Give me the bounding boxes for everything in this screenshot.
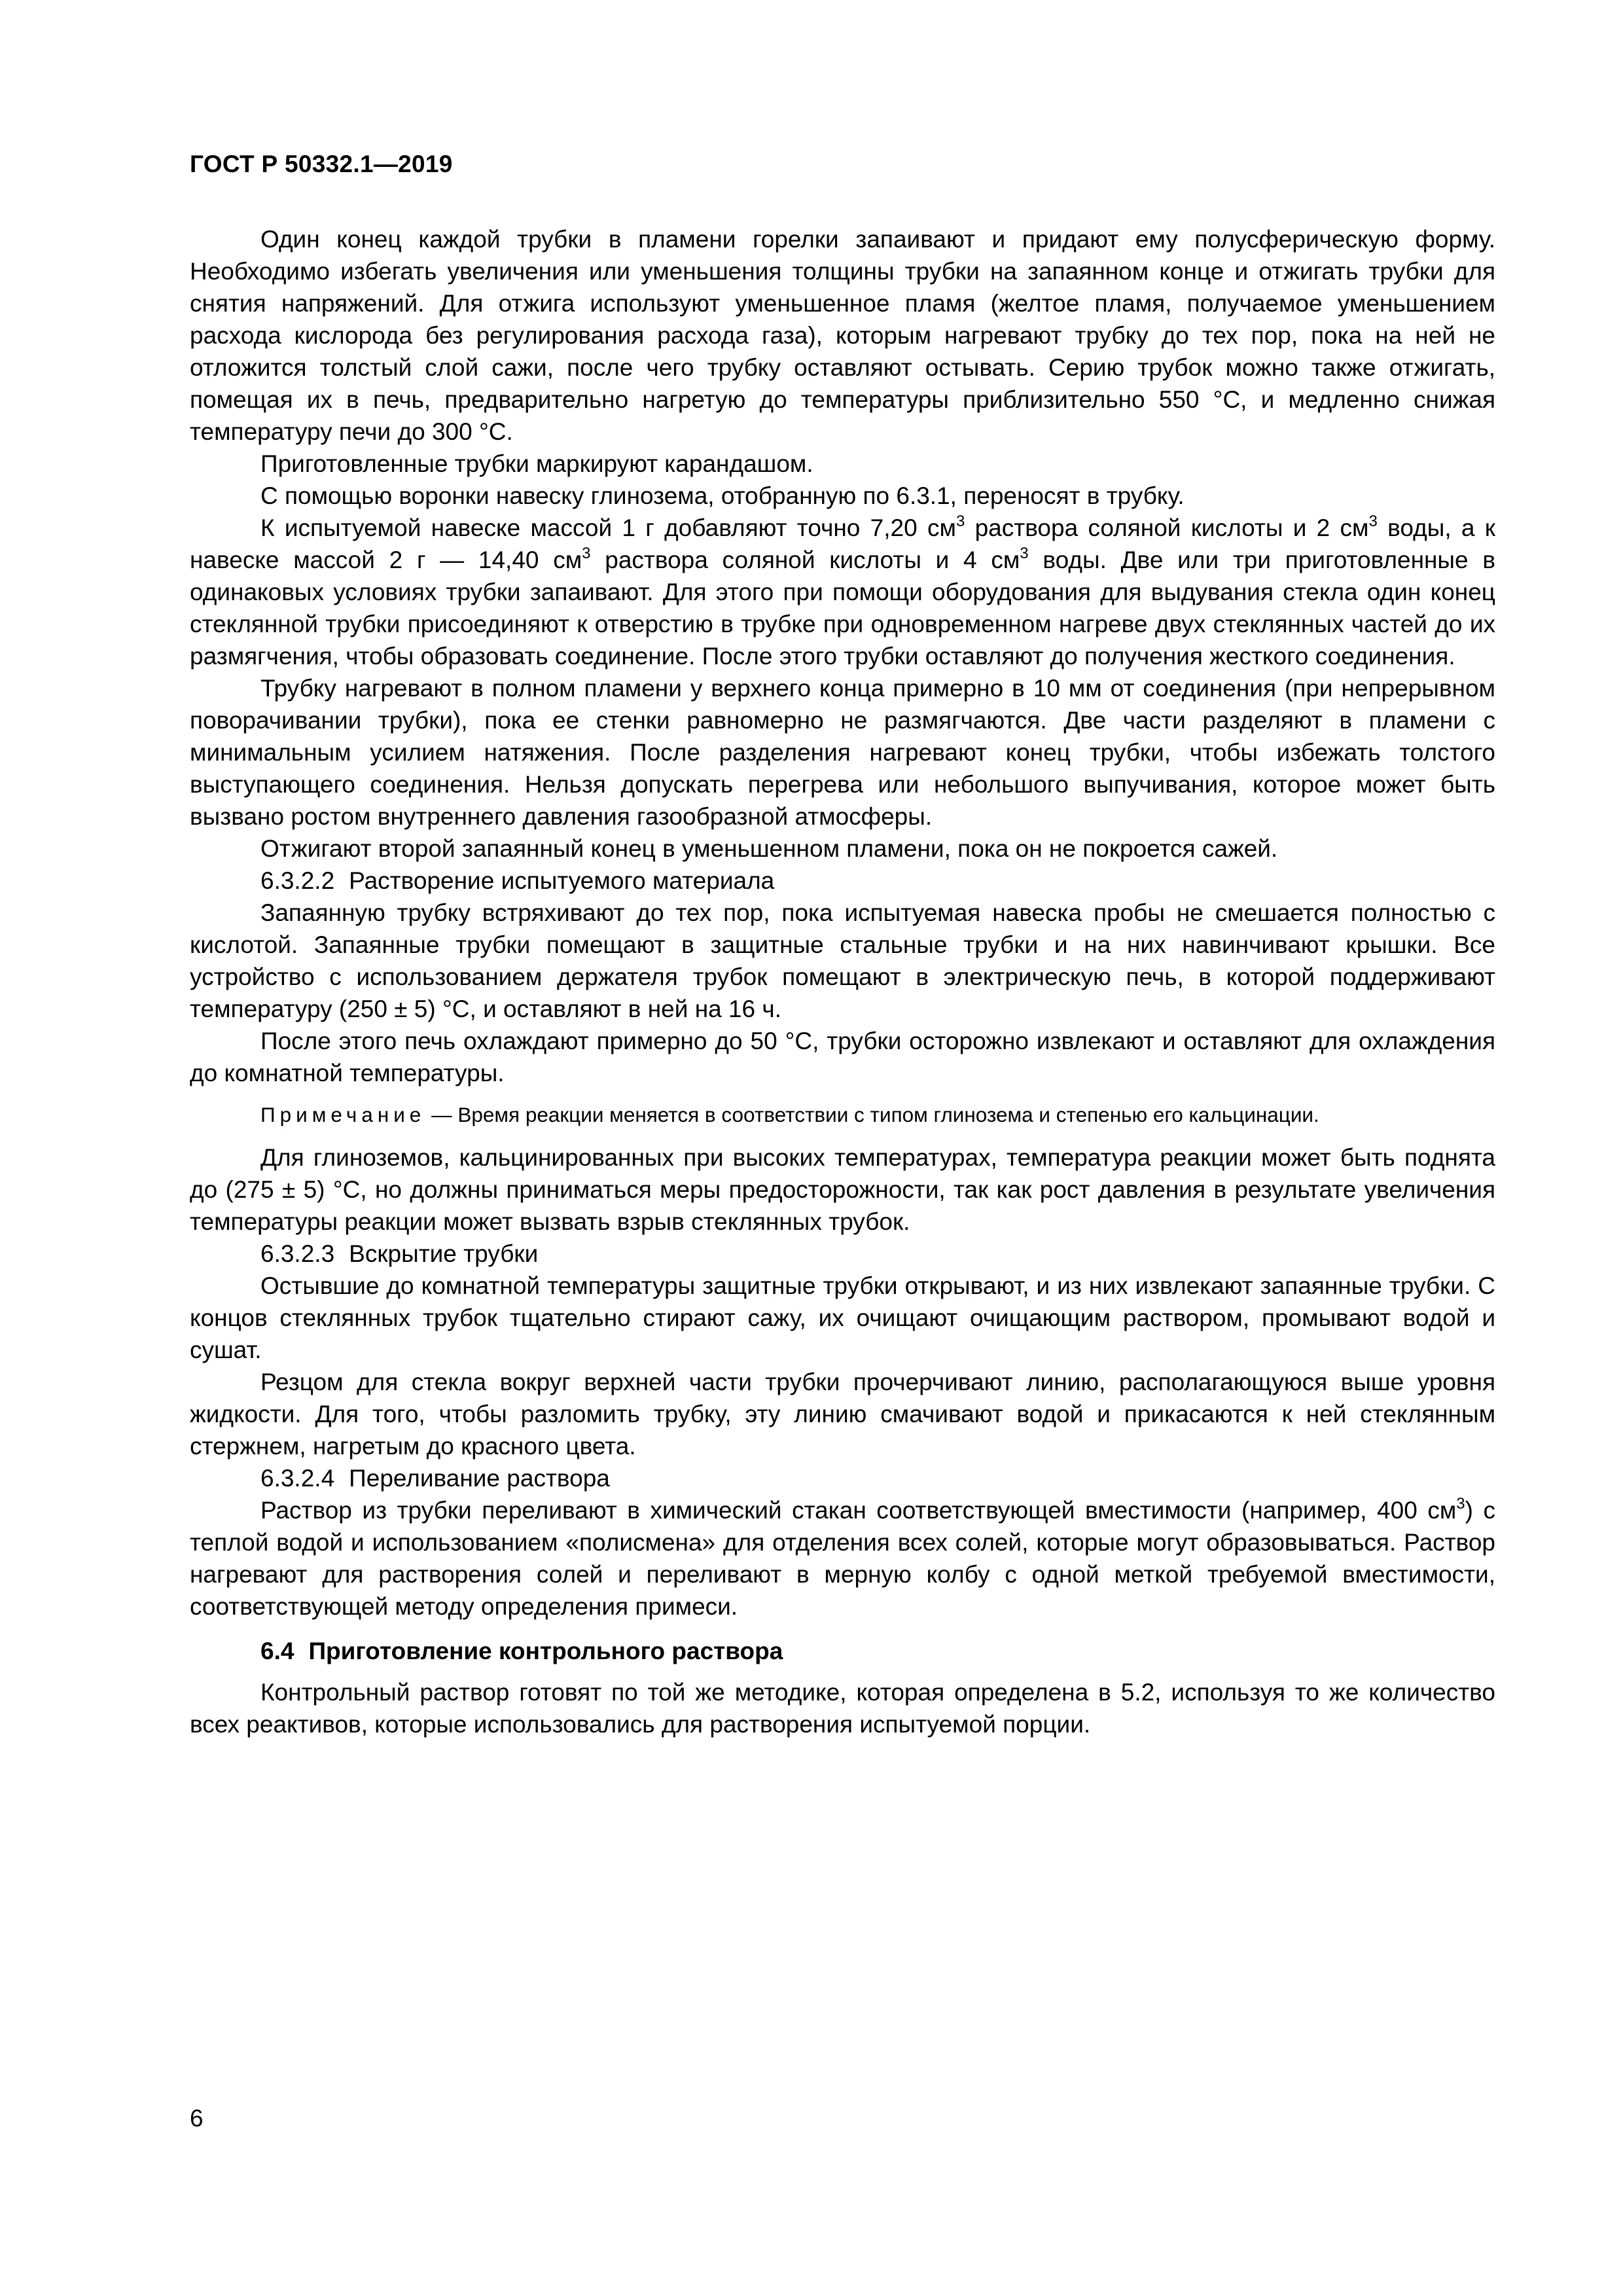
- subsection-number: 6.3.2.4: [260, 1465, 335, 1492]
- paragraph-shaking: Запаянную трубку встряхивают до тех пор, пока испытуемая навеска пробы не смешается полностью с кислотой. Запаянные трубки помещают в защитные стальные трубки и на них навинчивают крышки. Все устройство с использованием держателя трубок помещают в электрическую печь, в которой поддерживают температуру (250 ± 5) °С, и оставляют в ней на 16 ч.: [190, 899, 1495, 1022]
- section-heading-control-solution: [190, 1635, 1495, 1667]
- note: [190, 1100, 1495, 1129]
- superscript: 3: [1020, 545, 1029, 562]
- text-fragment: воды. Две или три приготовленные в одинаковых условиях трубки запаивают. Для этого при помощи оборудования для выдувания стекла один конец стеклянной трубки присоединяют к отверстию в трубке при одновременном нагреве двух стеклянных частей до их размягчения, чтобы образовать соединение. После этого трубки оставляют до получения жесткого соединения.: [190, 547, 1495, 670]
- paragraph-marking: Приготовленные трубки маркируют карандашом.: [260, 450, 813, 477]
- paragraph-second-end: Отжигают второй запаянный конец в уменьшенном пламени, пока он не покроется сажей.: [260, 835, 1278, 862]
- subsection-number: 6.3.2.2: [260, 867, 335, 894]
- text-fragment: К испытуемой навеске массой 1 г добавляют точно 7,20 см: [260, 514, 956, 541]
- paragraph-cooling: После этого печь охлаждают примерно до 50 °С, трубки осторожно извлекают и оставляют для охлаждения до комнатной температуры.: [190, 1028, 1495, 1086]
- text-fragment: раствора соляной кислоты и 4 см: [590, 547, 1020, 573]
- text-fragment: ) с теплой водой и использованием «полисмена» для отделения всех солей, которые могут образовываться. Раствор нагревают для растворения солей и переливают в мерную колбу с одной меткой требуемой вместимости, соответствующей методу определения примеси.: [190, 1497, 1495, 1620]
- subsection-heading-opening: [190, 1238, 1495, 1270]
- superscript: 3: [582, 545, 591, 562]
- subsection-heading-transfer: [190, 1462, 1495, 1494]
- subsection-title: Переливание раствора: [349, 1465, 610, 1492]
- document-body: [190, 223, 1495, 1740]
- subsection-number: 6.3.2.3: [260, 1240, 335, 1267]
- section-title: Приготовление контрольного раствора: [308, 1638, 783, 1664]
- paragraph-cutting: Резцом для стекла вокруг верхней части трубки прочерчивают линию, располагающуюся выше уровня жидкости. Для того, чтобы разломить трубку, эту линию смачивают водой и прикасаются к ней стеклянным стержнем, нагретым до красного цвета.: [190, 1369, 1495, 1460]
- paragraph-opening: Остывшие до комнатной температуры защитные трубки открывают, и из них извлекают запаянные трубки. С концов стеклянных трубок тщательно стирают сажу, их очищают очищающим раствором, промывают водой и сушат.: [190, 1272, 1495, 1363]
- note-label: Примечание: [260, 1103, 426, 1126]
- paragraph-annealing: Один конец каждой трубки в пламени горелки запаивают и придают ему полусферическую форму. Необходимо избегать увеличения или уменьшения толщины трубки на запаянном конце и отжигать трубки для снятия напряжений. Для отжига используют уменьшенное пламя (желтое пламя, получаемое уменьшением расхода кислорода без регулирования расхода газа), которым нагревают трубку до тех пор, пока на ней не отложится толстый слой сажи, после чего трубку оставляют остывать. Серию трубок можно также отжигать, помещая их в печь, предварительно нагретую до температуры приблизительно 550 °С, и медленно снижая температуру печи до 300 °С.: [190, 226, 1495, 445]
- paragraph-calcined: Для глиноземов, кальцинированных при высоких температурах, температура реакции может быть поднята до (275 ± 5) °С, но должны приниматься меры предосторожности, так как рост давления в результате увеличения температуры реакции может вызвать взрыв стеклянных трубок.: [190, 1144, 1495, 1235]
- superscript: 3: [1456, 1495, 1465, 1513]
- paragraph-acid-addition: [190, 512, 1495, 672]
- note-text: — Время реакции меняется в соответствии с типом глинозема и степенью его кальцинации.: [425, 1103, 1319, 1126]
- subsection-title: Вскрытие трубки: [349, 1240, 539, 1267]
- paragraph-heating: Трубку нагревают в полном пламени у верхнего конца примерно в 10 мм от соединения (при непрерывном поворачивании трубки), пока ее стенки равномерно не размягчаются. Две части разделяют в пламени с минимальным усилием натяжения. После разделения нагревают конец трубки, чтобы избежать толстого выступающего соединения. Нельзя допускать перегрева или небольшого выпучивания, которое может быть вызвано ростом внутреннего давления газообразной атмосферы.: [190, 675, 1495, 830]
- text-fragment: Раствор из трубки переливают в химический стакан соответствующей вместимости (например, 400 см: [260, 1497, 1457, 1524]
- superscript: 3: [955, 512, 965, 530]
- paragraph-transfer: [190, 1494, 1495, 1623]
- superscript: 3: [1368, 512, 1378, 530]
- section-number: 6.4: [260, 1638, 294, 1664]
- paragraph-control-solution: Контрольный раствор готовят по той же методике, которая определена в 5.2, используя то же количество всех реактивов, которые использовались для растворения испытуемой порции.: [190, 1679, 1495, 1738]
- page-number: 6: [190, 2105, 204, 2132]
- text-fragment: воды, а к навеске массой 2 г — 14,40 см: [190, 514, 1495, 573]
- standard-designation: ГОСТ Р 50332.1—2019: [190, 151, 453, 177]
- paragraph-funnel: С помощью воронки навеску глинозема, отобранную по 6.3.1, переносят в трубку.: [260, 482, 1185, 509]
- text-fragment: раствора соляной кислоты и 2 см: [965, 514, 1369, 541]
- subsection-heading-dissolution: [190, 865, 1495, 897]
- subsection-title: Растворение испытуемого материала: [349, 867, 775, 894]
